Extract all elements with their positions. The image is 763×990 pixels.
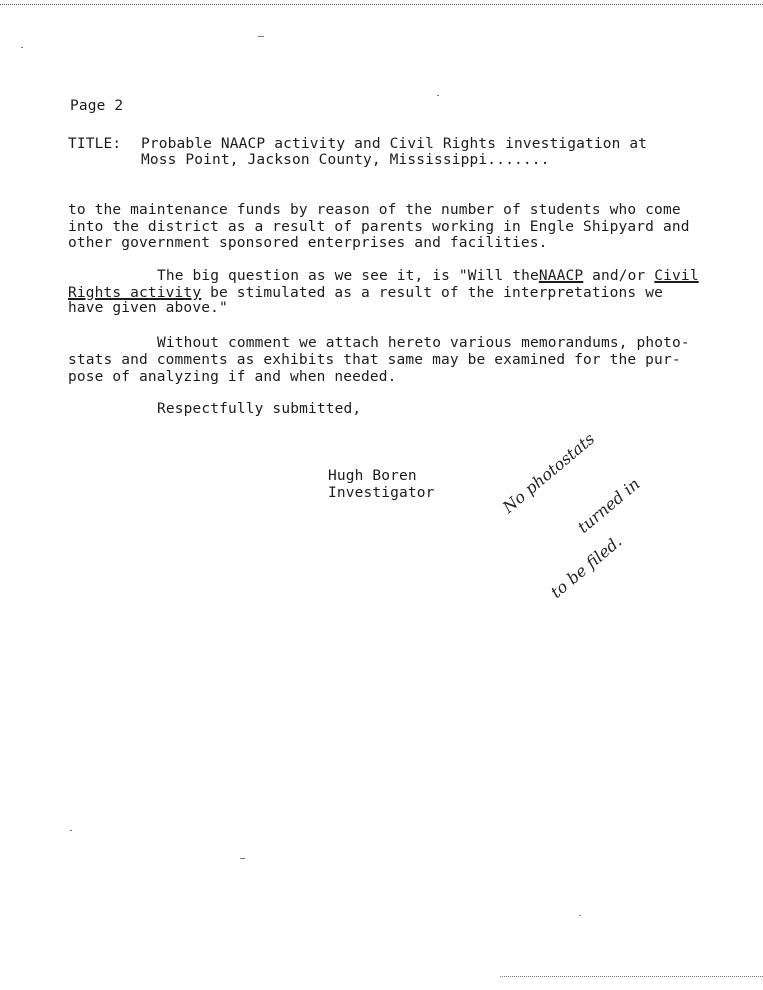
scan-speck [437,95,439,96]
para3-line-3: pose of analyzing if and when needed. [68,369,397,385]
page-number: Page 2 [70,98,124,114]
para1-line-3: other government sponsored enterprises and facilities. [68,235,548,251]
scan-speck [70,830,72,831]
para1-line-1: to the maintenance funds by reason of the number of students who come [68,202,681,218]
scan-speck [579,915,581,916]
top-edge-line [0,4,763,5]
para1-line-2: into the district as a result of parents working in Engle Shipyard and [68,219,690,235]
signature-name: Hugh Boren [328,468,417,484]
para2-text-c: be stimulated as a result of the interpretations we [201,285,663,301]
para2-line-2 [68,285,663,301]
title-line-2: Moss Point, Jackson County, Mississippi....... [141,152,550,168]
para2-line-1 [157,268,699,284]
para3-line-1: Without comment we attach hereto various memorandums, photo- [157,335,690,351]
title-label: TITLE: [68,136,122,152]
civil-underlined: Civil [654,268,699,284]
handwritten-note-line-2: turned in [573,474,644,537]
closing-line: Respectfully submitted, [157,401,362,417]
scan-speck [258,36,264,37]
handwritten-note-line-1: No photostats [498,429,599,517]
bottom-edge-dots [500,976,763,977]
para2-line-3: have given above." [68,300,228,316]
scan-speck [21,47,23,48]
para2-text-a: The big question as we see it, is "Will the [157,268,539,284]
para2-text-b: and/or [583,268,655,284]
rights-activity-underlined: Rights activity [68,285,202,301]
handwritten-note-line-3: to be filed. [546,531,626,602]
signature-title: Investigator [328,485,435,501]
naacp-underlined: NAACP [538,268,584,284]
scan-speck [240,858,245,859]
para3-line-2: stats and comments as exhibits that same may be examined for the pur- [68,352,681,368]
title-line-1: Probable NAACP activity and Civil Rights investigation at [141,136,648,152]
